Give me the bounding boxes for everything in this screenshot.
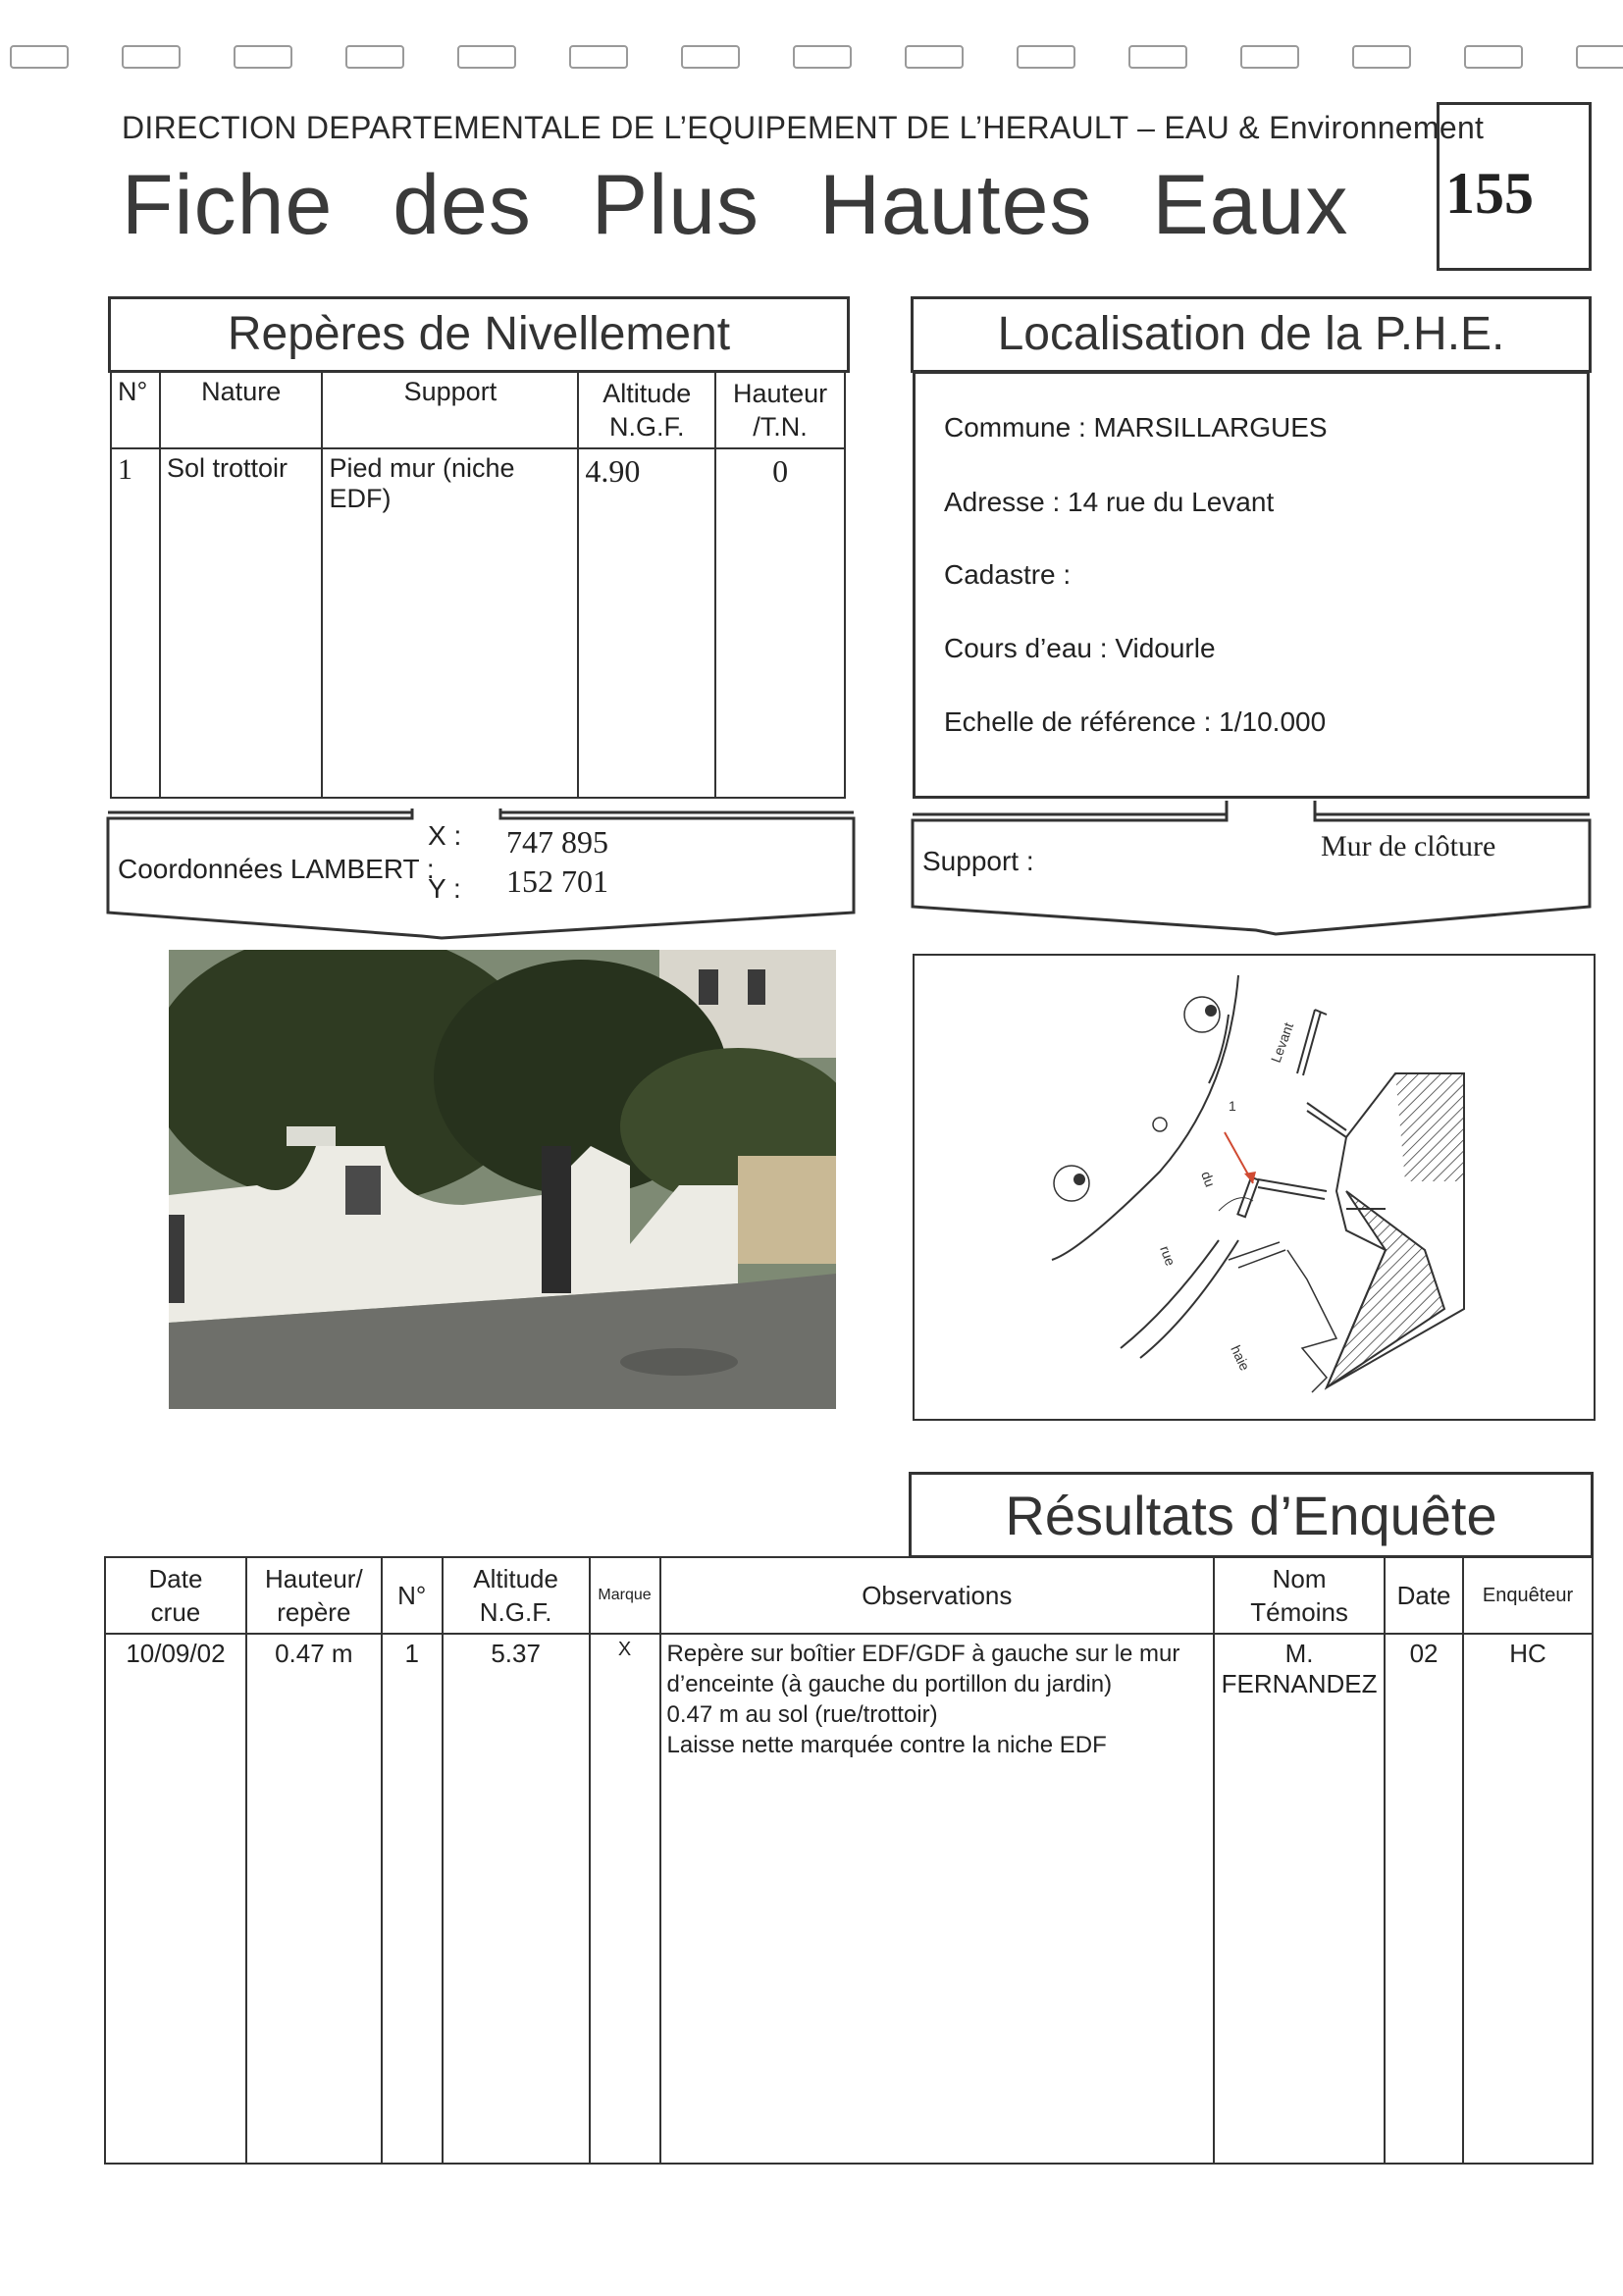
binder-hole	[569, 45, 628, 69]
reperes-cell-support: Pied mur (niche EDF)	[322, 448, 578, 798]
site-photo-drawing	[169, 950, 836, 1409]
table-row	[111, 448, 845, 798]
res-cell-temoin: M. FERNANDEZ	[1214, 1634, 1385, 2164]
localisation-title: Localisation de la P.H.E.	[911, 296, 1592, 373]
observation-line: Laisse nette marquée contre la niche EDF	[666, 1732, 1107, 1758]
binder-hole	[345, 45, 404, 69]
res-col-date: Date	[1385, 1557, 1463, 1634]
binder-hole	[234, 45, 292, 69]
binder-hole	[1352, 45, 1411, 69]
res-col-n: N°	[382, 1557, 443, 1634]
table-row	[105, 1634, 1593, 2164]
binder-hole	[681, 45, 740, 69]
res-col-observations: Observations	[660, 1557, 1215, 1634]
reperes-cell-hauteur: 0	[715, 448, 845, 798]
res-col-nom-l1: Nom	[1272, 1564, 1327, 1593]
resultats-title: Résultats d’Enquête	[909, 1472, 1594, 1558]
reperes-col-nature: Nature	[160, 372, 323, 448]
res-col-hauteur	[246, 1557, 382, 1634]
binder-hole	[793, 45, 852, 69]
support-label: Support :	[922, 846, 1034, 876]
res-col-date-crue	[105, 1557, 246, 1634]
res-col-hauteur-l1: Hauteur/	[264, 1564, 363, 1593]
lambert-y-value: 152 701	[506, 863, 608, 899]
loc-cadastre: Cadastre :	[944, 559, 1072, 590]
reperes-col-hauteur-l1: Hauteur	[733, 379, 828, 408]
loc-echelle: Echelle de référence : 1/10.000	[944, 706, 1327, 737]
reperes-col-support: Support	[322, 372, 578, 448]
res-cell-n: 1	[382, 1634, 443, 2164]
res-col-marque: Marque	[590, 1557, 660, 1634]
observation-line: Repère sur boîtier EDF/GDF à gauche sur le mur	[666, 1641, 1180, 1667]
loc-commune: Commune : MARSILLARGUES	[944, 412, 1328, 443]
resultats-header-row	[105, 1557, 1593, 1634]
loc-cours-eau: Cours d’eau : Vidourle	[944, 633, 1216, 663]
resultats-table	[104, 1556, 1594, 2165]
reperes-table	[110, 371, 846, 799]
binder-holes	[0, 41, 1623, 71]
location-plan-drawing	[915, 956, 1597, 1423]
binder-hole	[122, 45, 181, 69]
res-col-altitude-l1: Altitude	[473, 1564, 558, 1593]
reperes-title: Repères de Nivellement	[108, 296, 850, 373]
res-cell-date-crue: 10/09/02	[105, 1634, 246, 2164]
res-cell-hauteur: 0.47 m	[246, 1634, 382, 2164]
res-col-date-crue-l1: Date	[148, 1564, 203, 1593]
binder-hole	[1128, 45, 1187, 69]
lambert-label: Coordonnées LAMBERT :	[118, 854, 435, 884]
binder-hole	[457, 45, 516, 69]
plan-label-marker: 1	[1229, 1098, 1236, 1114]
reperes-cell-n: 1	[111, 448, 160, 798]
res-cell-date: 02	[1385, 1634, 1463, 2164]
observation-line: d’enceinte (à gauche du portillon du jardin)	[666, 1671, 1113, 1697]
reperes-cell-nature: Sol trottoir	[160, 448, 323, 798]
reperes-col-altitude	[578, 372, 715, 448]
binder-hole	[1576, 45, 1623, 69]
reperes-col-altitude-l1: Altitude	[602, 379, 692, 408]
page-title: Fiche des Plus Hautes Eaux	[122, 158, 1349, 252]
reperes-header-row	[111, 372, 845, 448]
site-photo	[169, 950, 836, 1409]
res-col-nom-l2: Témoins	[1250, 1597, 1348, 1627]
support-value: Mur de clôture	[1321, 830, 1496, 862]
binder-hole	[10, 45, 69, 69]
res-col-altitude-l2: N.G.F.	[479, 1597, 552, 1627]
plan-label-haie: haie	[1228, 1342, 1253, 1374]
plan-label-du: du	[1198, 1169, 1219, 1189]
binder-hole	[1464, 45, 1523, 69]
res-col-altitude	[443, 1557, 590, 1634]
res-cell-enqueteur: HC	[1463, 1634, 1593, 2164]
lambert-x-value: 747 895	[506, 824, 608, 860]
sheet-number-box	[1437, 102, 1592, 271]
res-cell-marque: X	[590, 1634, 660, 2164]
loc-adresse: Adresse : 14 rue du Levant	[944, 487, 1275, 517]
res-col-date-crue-l2: crue	[150, 1597, 201, 1627]
res-col-enqueteur: Enquêteur	[1463, 1557, 1593, 1634]
observation-line: 0.47 m au sol (rue/trottoir)	[666, 1701, 938, 1728]
binder-hole	[905, 45, 964, 69]
reperes-col-n: N°	[111, 372, 160, 448]
res-col-hauteur-l2: repère	[277, 1597, 351, 1627]
binder-hole	[1017, 45, 1075, 69]
lambert-y-label: Y :	[428, 873, 461, 904]
sheet-number: 155	[1445, 161, 1534, 226]
reperes-cell-altitude: 4.90	[578, 448, 715, 798]
location-plan	[913, 954, 1596, 1421]
plan-label-levant: Levant	[1267, 1020, 1297, 1066]
reperes-col-hauteur	[715, 372, 845, 448]
res-col-nom	[1214, 1557, 1385, 1634]
header-subtitle: DIRECTION DEPARTEMENTALE DE L’EQUIPEMENT DE L’HERAULT – EAU & Environnement	[122, 110, 1485, 145]
res-cell-altitude: 5.37	[443, 1634, 590, 2164]
reperes-col-hauteur-l2: /T.N.	[753, 412, 808, 442]
lambert-x-label: X :	[428, 820, 462, 851]
reperes-col-altitude-l2: N.G.F.	[608, 412, 685, 442]
res-cell-observations	[660, 1634, 1215, 2164]
plan-label-rue: rue	[1157, 1243, 1179, 1269]
binder-hole	[1240, 45, 1299, 69]
